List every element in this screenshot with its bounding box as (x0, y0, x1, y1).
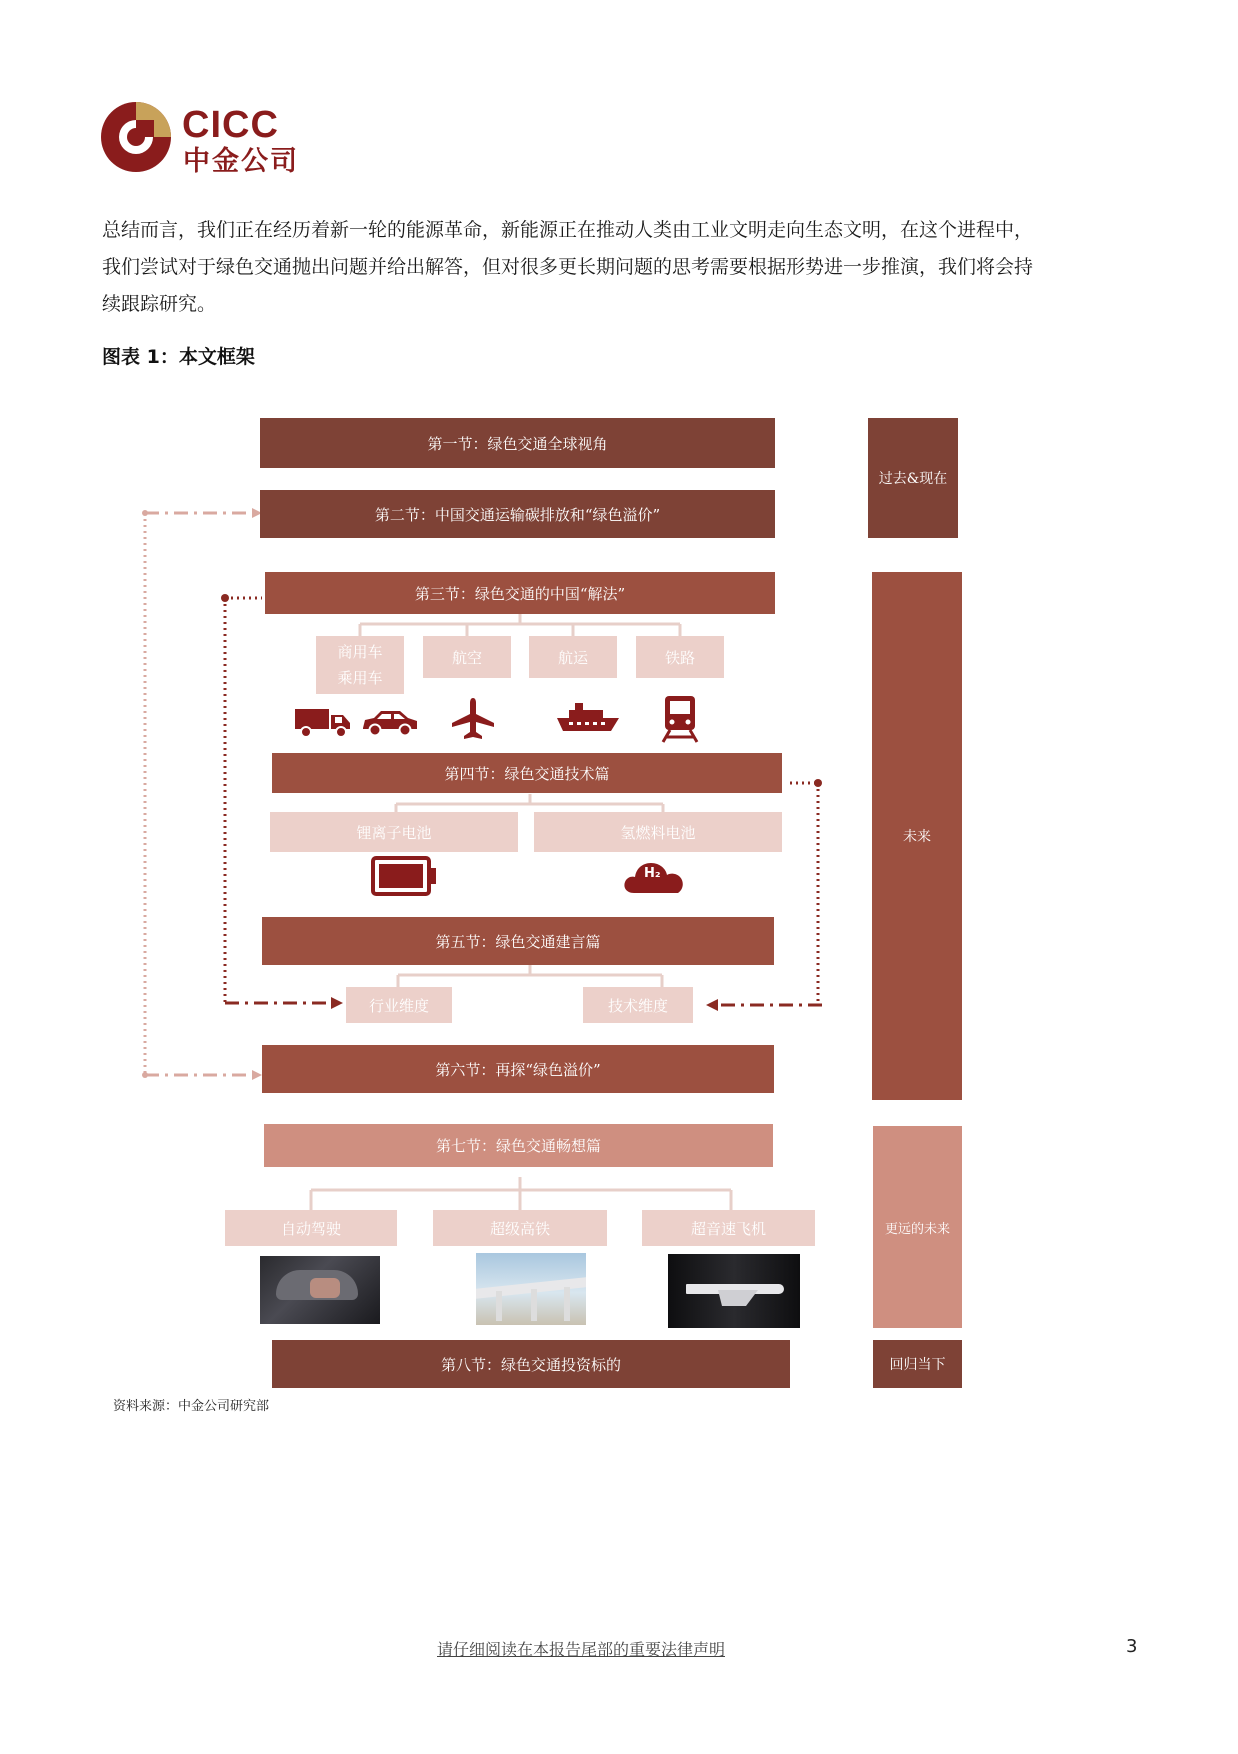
side-label-future: 未来 (872, 572, 962, 1100)
truck-icon (294, 706, 352, 738)
s3-item-passenger: 乘用车 (337, 669, 383, 687)
s5-item-technology: 技术维度 (583, 987, 693, 1023)
section-2-box: 第二节：中国交通运输碳排放和“绿色溢价” (260, 490, 775, 538)
section-3-box: 第三节：绿色交通的中国“解法” (265, 572, 775, 614)
legal-notice-link[interactable]: 请仔细阅读在本报告尾部的重要法律声明 (437, 1640, 726, 1659)
s3-item-shipping: 航运 (529, 636, 617, 678)
h2-label: H₂ (644, 866, 661, 881)
paragraph-line-1: 总结而言，我们正在经历着新一轮的能源革命，新能源正在推动人类由工业文明走向生态文明，在这个进程中， (102, 219, 1034, 241)
logo-text-en: CICC (182, 104, 279, 146)
section-7-box: 第七节：绿色交通畅想篇 (264, 1124, 773, 1167)
section-5-box: 第五节：绿色交通建言篇 (262, 917, 774, 965)
s5-item-industry: 行业维度 (346, 987, 452, 1023)
paragraph-line-3: 续跟踪研究。 (102, 293, 217, 315)
side-label-past-present: 过去&现在 (868, 418, 958, 538)
airplane-icon (450, 696, 496, 742)
section-1-box: 第一节：绿色交通全球视角 (260, 418, 775, 468)
s3-item-aviation: 航空 (423, 636, 511, 678)
s3-item-vehicles (316, 636, 404, 694)
figure-title: 图表 1：本文框架 (102, 346, 255, 368)
s3-item-rail: 铁路 (636, 636, 724, 678)
battery-icon (370, 855, 438, 897)
figure-source: 资料来源：中金公司研究部 (113, 1399, 270, 1414)
side-label-return: 回归当下 (873, 1340, 962, 1388)
side-label-far-future: 更远的未来 (873, 1126, 962, 1328)
car-icon (360, 708, 420, 738)
hyperloop-image (476, 1253, 586, 1325)
s4-item-fuel-cell: 氢燃料电池 (534, 812, 782, 852)
section-4-box: 第四节：绿色交通技术篇 (272, 753, 782, 793)
s3-item-commercial: 商用车 (337, 643, 383, 661)
train-icon (660, 694, 700, 744)
paragraph-line-2: 我们尝试对于绿色交通抛出问题并给出解答，但对很多更长期问题的思考需要根据形势进一步推演，我们将会持 (102, 256, 1034, 278)
s7-item-hyperloop: 超级高铁 (433, 1210, 607, 1246)
autonomous-car-image (260, 1256, 380, 1324)
supersonic-plane-image (668, 1254, 800, 1328)
section-6-box: 第六节：再探“绿色溢价” (262, 1045, 774, 1093)
ship-icon (555, 700, 621, 736)
page-number: 3 (1126, 1636, 1138, 1657)
section-8-box: 第八节：绿色交通投资标的 (272, 1340, 790, 1388)
s4-item-li-ion: 锂离子电池 (270, 812, 518, 852)
logo-text-cn: 中金公司 (183, 146, 299, 177)
s7-item-supersonic: 超音速飞机 (642, 1210, 815, 1246)
hydrogen-cloud-icon (622, 855, 686, 895)
s7-item-autonomous: 自动驾驶 (225, 1210, 397, 1246)
